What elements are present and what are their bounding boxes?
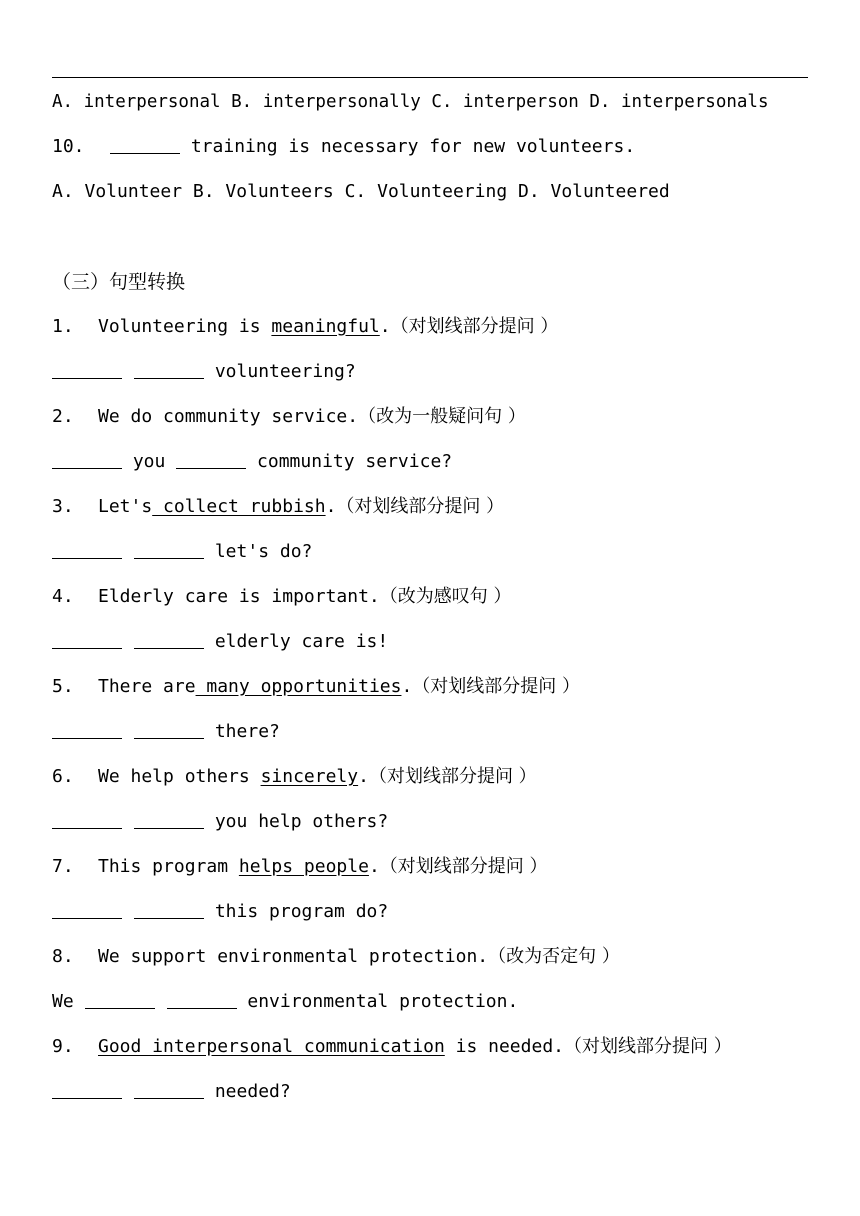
underlined-text: many opportunities [195, 676, 402, 697]
sentence-text: . [358, 766, 369, 787]
sentence-text: is needed. [444, 1036, 564, 1057]
item-number: 3. [52, 496, 74, 517]
answer-blank[interactable] [134, 900, 204, 919]
answer-text: you [132, 451, 166, 472]
question-10 [52, 135, 635, 159]
answer-blank[interactable] [52, 450, 122, 469]
sentence-text: Let's [98, 496, 153, 517]
item-number: 4. [52, 586, 74, 607]
item-number: 1. [52, 316, 74, 337]
instruction: （改为感叹句 ） [379, 586, 512, 607]
underlined-text: sincerely [260, 766, 359, 787]
question-number: 10. [52, 136, 85, 157]
instruction: （对划线部分提问 ） [379, 856, 548, 877]
underlined-text: helps people [238, 856, 369, 877]
option-d: D. interpersonals [589, 92, 769, 112]
q10-options: A. Volunteer B. Volunteers C. Volunteering D. Volunteered [52, 181, 670, 202]
sentence-text: . [368, 856, 380, 877]
instruction: （改为一般疑问句 ） [358, 406, 526, 427]
option-c: C. interperson [431, 92, 579, 112]
answer-6 [52, 810, 388, 834]
answer-blank[interactable] [52, 720, 122, 739]
top-divider [52, 77, 808, 78]
answer-3 [52, 540, 312, 564]
answer-text: elderly care is! [214, 631, 389, 652]
answer-blank[interactable] [52, 810, 122, 829]
answer-4 [52, 630, 388, 654]
item-4 [52, 585, 512, 609]
option-a: A. interpersonal [52, 92, 221, 112]
underlined-text: Good interpersonal communication [98, 1036, 445, 1057]
item-number: 2. [52, 406, 74, 427]
answer-blank[interactable] [85, 990, 155, 1009]
sentence-text: We help others [98, 766, 261, 787]
sentence-text: Elderly care is important. [98, 586, 380, 607]
answer-2 [52, 450, 452, 474]
answer-blank[interactable] [110, 135, 180, 154]
instruction: （对划线部分提问 ） [412, 676, 581, 697]
item-number: 6. [52, 766, 74, 787]
underlined-text: meaningful [271, 316, 380, 337]
answer-9 [52, 1080, 291, 1104]
item-6 [52, 765, 537, 789]
answer-text: community service? [257, 451, 453, 472]
answer-blank[interactable] [52, 900, 122, 919]
item-3 [52, 495, 504, 519]
answer-blank[interactable] [134, 540, 204, 559]
item-1 [52, 315, 558, 339]
item-number: 5. [52, 676, 74, 697]
item-8 [52, 945, 620, 969]
sentence-text: There are [98, 676, 196, 697]
answer-text: you help others? [214, 811, 389, 832]
item-2 [52, 405, 526, 429]
sentence-text: . [401, 676, 413, 697]
answer-5 [52, 720, 280, 744]
answer-blank[interactable] [134, 720, 204, 739]
answer-text: environmental protection. [247, 991, 519, 1012]
answer-text: this program do? [214, 901, 389, 922]
sentence-text: . [325, 496, 337, 517]
answer-blank[interactable] [52, 360, 122, 379]
answer-blank[interactable] [134, 630, 204, 649]
option-b: B. interpersonally [231, 92, 421, 112]
instruction: （对划线部分提问 ） [336, 496, 505, 517]
item-7 [52, 855, 548, 879]
instruction: （改为否定句 ） [488, 946, 620, 967]
item-number: 8. [52, 946, 74, 967]
sentence-text: . [379, 316, 391, 337]
answer-text: let's do? [214, 541, 313, 562]
sentence-text: Volunteering is [98, 316, 272, 337]
answer-text: there? [214, 721, 280, 742]
answer-blank[interactable] [134, 360, 204, 379]
answer-text: needed? [214, 1081, 291, 1102]
sentence-text: This program [98, 856, 239, 877]
answer-blank[interactable] [176, 450, 246, 469]
item-9 [52, 1035, 732, 1059]
answer-7 [52, 900, 388, 924]
sentence-text: We support environmental protection. [98, 946, 489, 967]
item-number: 7. [52, 856, 74, 877]
section-heading: （三）句型转换 [52, 271, 186, 293]
answer-blank[interactable] [52, 540, 122, 559]
instruction: （对划线部分提问 ） [564, 1036, 732, 1057]
answer-blank[interactable] [167, 990, 237, 1009]
answer-text: volunteering? [214, 361, 356, 382]
sentence-text: We do community service. [98, 406, 359, 427]
item-5 [52, 675, 580, 699]
q9-options [52, 90, 769, 114]
instruction: （对划线部分提问 ） [368, 766, 537, 787]
answer-blank[interactable] [134, 810, 204, 829]
underlined-text: collect rubbish [152, 496, 326, 517]
answer-blank[interactable] [52, 1080, 122, 1099]
answer-blank[interactable] [134, 1080, 204, 1099]
instruction: （对划线部分提问 ） [390, 316, 559, 337]
answer-text: We [52, 991, 74, 1012]
item-number: 9. [52, 1036, 74, 1057]
answer-8 [52, 990, 518, 1014]
question-text: training is necessary for new volunteers. [190, 136, 636, 157]
answer-blank[interactable] [52, 630, 122, 649]
answer-1 [52, 360, 356, 384]
